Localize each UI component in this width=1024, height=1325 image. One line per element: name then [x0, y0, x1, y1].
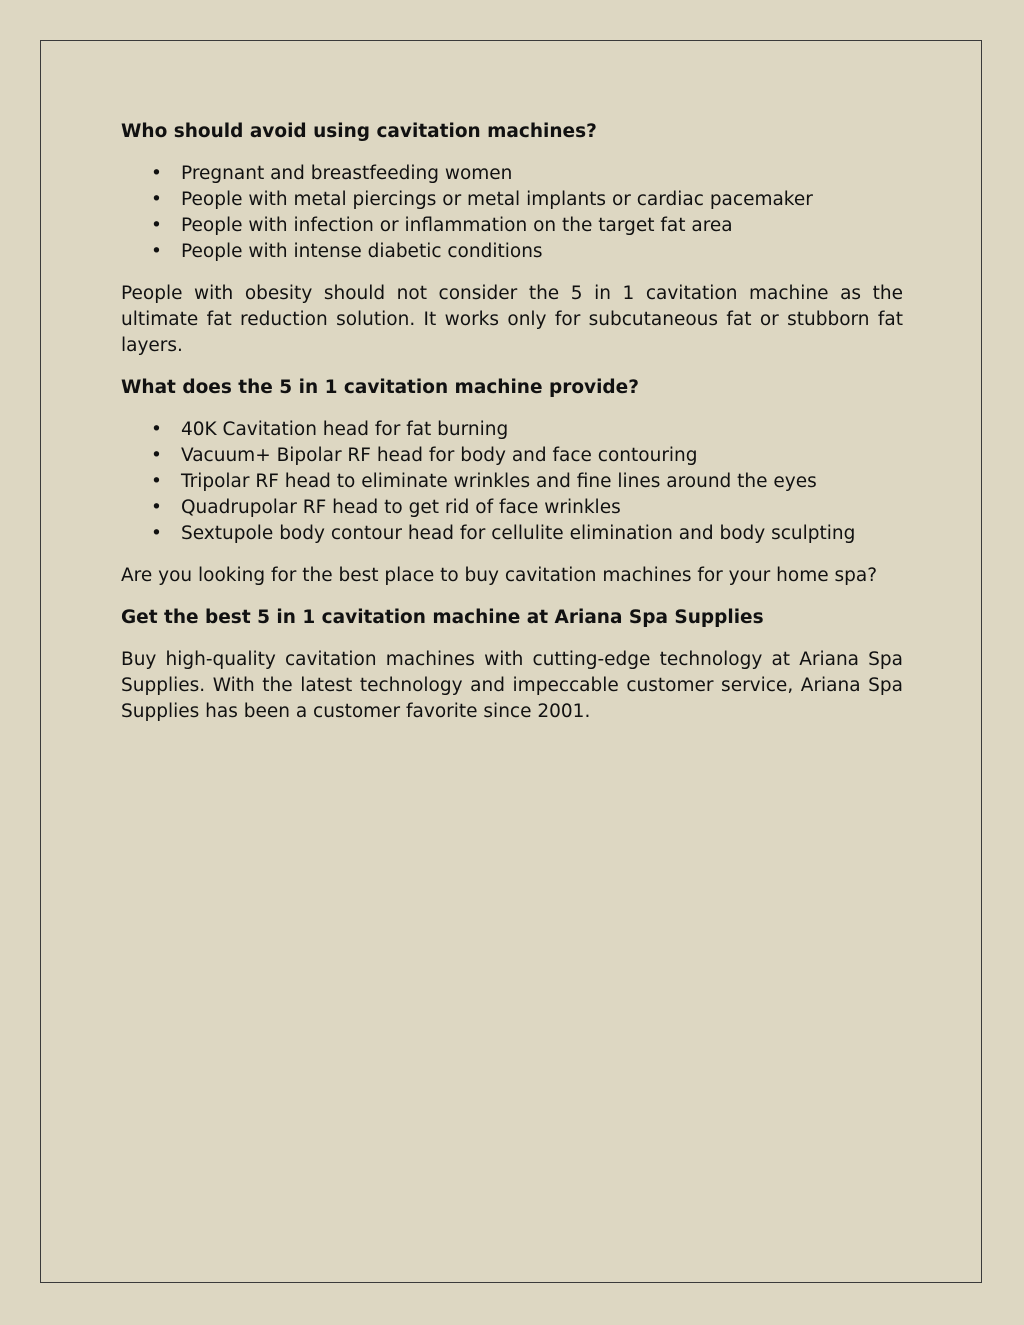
bullet-icon: •	[151, 523, 162, 544]
section-heading-provide: What does the 5 in 1 cavitation machine provide?	[121, 377, 639, 398]
avoid-list	[121, 161, 903, 265]
list-item	[121, 495, 903, 521]
bullet-icon: •	[151, 189, 162, 210]
list-item-text: People with intense diabetic conditions	[181, 241, 543, 262]
list-item	[121, 239, 903, 265]
list-item-text: Pregnant and breastfeeding women	[181, 163, 513, 184]
bullet-icon: •	[151, 163, 162, 184]
list-item-text: Quadrupolar RF head to get rid of face wrinkles	[181, 497, 621, 518]
list-item	[121, 521, 903, 547]
bullet-icon: •	[151, 419, 162, 440]
bullet-icon: •	[151, 471, 162, 492]
bullet-icon: •	[151, 497, 162, 518]
bullet-icon: •	[151, 445, 162, 466]
ariana-paragraph: Buy high-quality cavitation machines with cutting-edge technology at Ariana Spa Supplies. With the latest technology and impeccable customer service, Ariana Spa Supplies has been a customer favorite since 2001.	[121, 649, 903, 722]
section-heading-ariana: Get the best 5 in 1 cavitation machine at Ariana Spa Supplies	[121, 607, 764, 628]
list-item	[121, 213, 903, 239]
list-item	[121, 161, 903, 187]
list-item-text: People with infection or inflammation on the target fat area	[181, 215, 733, 236]
obesity-paragraph: People with obesity should not consider the 5 in 1 cavitation machine as the ultimate fat reduction solution. It works only for subcutaneous fat or stubborn fat layers.	[121, 283, 903, 356]
list-item-text: 40K Cavitation head for fat burning	[181, 419, 509, 440]
bullet-icon: •	[151, 215, 162, 236]
section-heading-avoid: Who should avoid using cavitation machines?	[121, 121, 597, 142]
bullet-icon: •	[151, 241, 162, 262]
list-item-text: Vacuum+ Bipolar RF head for body and face contouring	[181, 445, 698, 466]
list-item	[121, 417, 903, 443]
home-spa-question: Are you looking for the best place to buy cavitation machines for your home spa?	[121, 565, 878, 586]
list-item-text: Sextupole body contour head for cellulite elimination and body sculpting	[181, 523, 856, 544]
list-item	[121, 187, 903, 213]
list-item	[121, 443, 903, 469]
list-item	[121, 469, 903, 495]
features-list	[121, 417, 903, 547]
list-item-text: People with metal piercings or metal implants or cardiac pacemaker	[181, 189, 813, 210]
list-item-text: Tripolar RF head to eliminate wrinkles and fine lines around the eyes	[181, 471, 817, 492]
document-body	[121, 119, 903, 741]
